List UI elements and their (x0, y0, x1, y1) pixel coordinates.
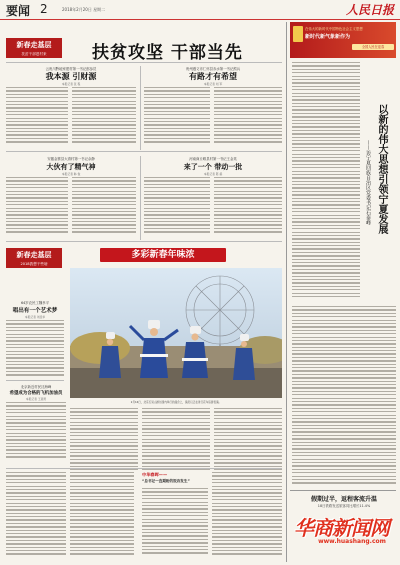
story-title: 来了一个 带动一批 (183, 162, 243, 171)
watermark-url: www.huashang.com (318, 538, 386, 545)
story-kicker: 北京新近村民沈海峰 (20, 385, 52, 389)
story-title: 唱出有一个艺术梦 (12, 308, 58, 314)
zhonghua-box (142, 472, 208, 486)
divider (6, 241, 282, 242)
story-body (214, 87, 282, 147)
story-body (142, 488, 208, 560)
column-divider (140, 156, 141, 240)
story-body (214, 408, 282, 474)
feature-photo (70, 268, 282, 398)
story-body (212, 472, 282, 560)
story-byline: 本报记者 韩 俊 (61, 172, 81, 176)
story-title: 希望成为合格的飞机加油员 (9, 391, 63, 396)
box-title: 中华春晖—— (142, 472, 168, 477)
column-divider (140, 66, 141, 150)
feature-title: 多彩新春年味浓 (100, 248, 226, 262)
watermark-logo: 华商新闻网 (294, 516, 389, 540)
main-headline: 扶贫攻坚 干部当先 (92, 43, 243, 63)
story-body (142, 408, 210, 474)
story-body (144, 177, 210, 237)
divider (6, 380, 64, 381)
story-byline: 本报记者 陈 娟 (203, 172, 223, 176)
story-body (6, 87, 68, 147)
banner-subtitle: 扶贫干部进村来 (21, 52, 47, 56)
banner-xinchun-mid (6, 248, 62, 268)
story-byline: 本报记者 王昊男 (25, 397, 47, 401)
bottom-right-subtitle: 18日铁路发送旅客同比增长11.4% (317, 504, 371, 508)
banner-xinchun-top (6, 38, 62, 58)
column-divider (286, 22, 287, 562)
story-body (6, 177, 68, 237)
story-body (72, 87, 136, 147)
story-body (214, 177, 282, 237)
story-body (6, 320, 64, 378)
banner-title: 新春走基层 (16, 40, 52, 49)
parade-performers-image (70, 268, 282, 398)
story-byline: 本报记者 刘佳华 (24, 315, 46, 319)
feature-caption: 2月16日，北京石景山游乐园内举行的庙会上，演员们正在进行花车巡游表演。 (130, 401, 222, 404)
divider (6, 468, 282, 469)
bottom-right-title: 假期过半，返程客流升温 (310, 496, 377, 503)
section-name: 要闻 (6, 4, 31, 18)
story-kicker: 云贵川黔地家建村第一书记郎参员 (45, 67, 97, 71)
banner-subtitle: 2018我想干些啥 (20, 262, 48, 266)
divider (6, 62, 282, 63)
story-body (70, 472, 134, 560)
vertical-subheadline: ——访宁夏回族自治区党委书记石泰峰 (365, 140, 371, 225)
story-title: 大伙有了精气神 (46, 162, 96, 171)
divider (6, 151, 282, 152)
page-header (0, 0, 400, 20)
vertical-headline: 以新的伟大思想引领宁夏发展 (376, 104, 387, 234)
story-byline: 本报记者 刘 军 (203, 82, 223, 86)
banner-title: 新春走基层 (16, 250, 52, 259)
story-body (70, 408, 138, 474)
story-kicker: 贵州遵义市仁怀县赤水第一书记熊兵 (185, 67, 241, 71)
story-title: 有路才有希望 (189, 71, 237, 81)
story-byline: 本报记者 张 程 (61, 82, 81, 86)
slogan-ad (290, 22, 396, 58)
story-body (292, 306, 396, 486)
divider (290, 490, 396, 491)
page-number: 2 (40, 2, 48, 16)
story-kicker: 64岁农民工魏孝平 (20, 301, 50, 305)
story-body (144, 87, 210, 147)
masthead-logo: 人民日报 (345, 3, 394, 17)
story-kicker: 安徽金寨县大湾村第一书记余静 (47, 157, 95, 161)
story-body (292, 62, 360, 302)
story-title: 我本源 引财源 (45, 71, 97, 81)
ad-line-1: 在伟大的新时代中国特色社会主义思想 (305, 27, 363, 31)
story-kicker: 河南商丘睢县村第一书记王金英 (189, 157, 237, 161)
ad-line-2: 新时代新气象新作为 (305, 34, 351, 40)
story-body (72, 177, 136, 237)
box-subtitle: “总书记一直期盼的饭店发生” (142, 479, 190, 483)
ad-emblem-icon (293, 26, 303, 42)
story-body (6, 402, 66, 462)
issue-date: 2018年2月20日 星期二 (62, 7, 106, 12)
story-body (6, 472, 66, 560)
ad-line-3: 全国人民在迎春 (352, 44, 394, 50)
